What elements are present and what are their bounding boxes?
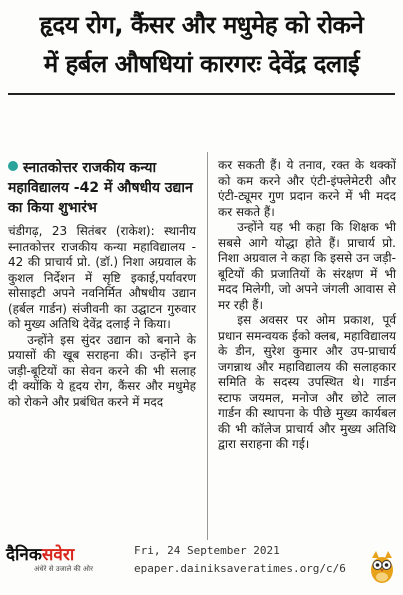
- headline-rule: [8, 93, 395, 95]
- paragraph: इस अवसर पर ओम प्रकाश, पूर्व प्रधान समन्वयक ईको क्लब, महाविद्यालय के डीन, सुरेश कुमार और उप-प्राचार्य जगन्नाथ और महाविद्यालय की सलाहकार समिति के सदस्य उपस्थित थे। गार्डन स्टाफ जयमल, मनोज और छोटे लाल गार्डन की स्थापना के पीछे मुख्य कार्यबल की भी कॉलेज प्राचार्य और मुख्य अतिथि द्वारा सराहना की गई।: [218, 313, 396, 451]
- headline-line-1: हृदय रोग, कैंसर और मधुमेह को रोकने: [39, 11, 364, 39]
- paragraph: उन्होंने यह भी कहा कि शिक्षक भी सबसे आगे योद्धा होते हैं। प्राचार्य प्रो. निशा अग्रवाल ने कहा कि इससे उन जड़ी-बूटियों की प्रजातियों के संरक्षण में भी मदद मिलेगी, जो अपने जंगली आवास से मर रही हैं।: [218, 220, 396, 312]
- footer: [0, 540, 403, 595]
- subheadline: [8, 158, 196, 218]
- headline: [6, 6, 397, 84]
- logo-text-2: सवेरा: [41, 545, 75, 565]
- paragraph: चंडीगढ़, 23 सितंबर (राकेश): स्थानीय स्नातकोत्तर राजकीय कन्या महाविद्यालय - 42 की प्राचार्य प्रो. (डॉ.) निशा अग्रवाल के कुशल निर्देशन में सृष्टि इकाई,पर्यावरण सोसाइटी अपने नवनिर्मित औषधीय उद्यान (हर्बल गार्डन) संजीवनी का उद्घाटन गुरुवार को मुख्य अतिथि देवेंद्र दलाई ने किया।: [8, 224, 196, 331]
- edition-date: Fri, 24 September 2021: [134, 544, 280, 557]
- logo-text-1: दैनिक: [6, 545, 42, 565]
- newspaper-logo: [6, 542, 93, 574]
- right-column: [218, 158, 396, 453]
- logo-tagline: अंधेरे से उजाले की ओर: [34, 565, 93, 573]
- owl-mascot-icon: [368, 548, 396, 586]
- column-divider: [207, 152, 208, 540]
- left-column: [8, 100, 196, 410]
- paragraph: कर सकती हैं। ये तनाव, रक्त के थक्कों को कम करने और एंटी-इंफ्लेमेटरी और एंटी-ट्यूमर गुण प्रदान करने में भी मदद कर सकते हैं।: [218, 158, 396, 219]
- bullet-icon: [8, 161, 18, 171]
- subheadline-text: स्नातकोत्तर राजकीय कन्या महाविद्यालय -42 में औषधीय उद्यान का किया शुभारंभ: [8, 160, 193, 216]
- paragraph: उन्होंने इस सुंदर उद्यान को बनाने के प्रयासों की खूब सराहना की। उन्होंने इन जड़ी-बूटियों का सेवन करने की भी सलाह दी क्योंकि ये हृदय रोग, कैंसर और मधुमेह को रोकने और प्रबंधित करने में मदद: [8, 332, 196, 409]
- epaper-url[interactable]: epaper.dainiksaveratimes.org/c/6: [134, 562, 346, 575]
- headline-line-2: में हर्बल औषधियां कारगरः देवेंद्र दलाई: [43, 50, 360, 78]
